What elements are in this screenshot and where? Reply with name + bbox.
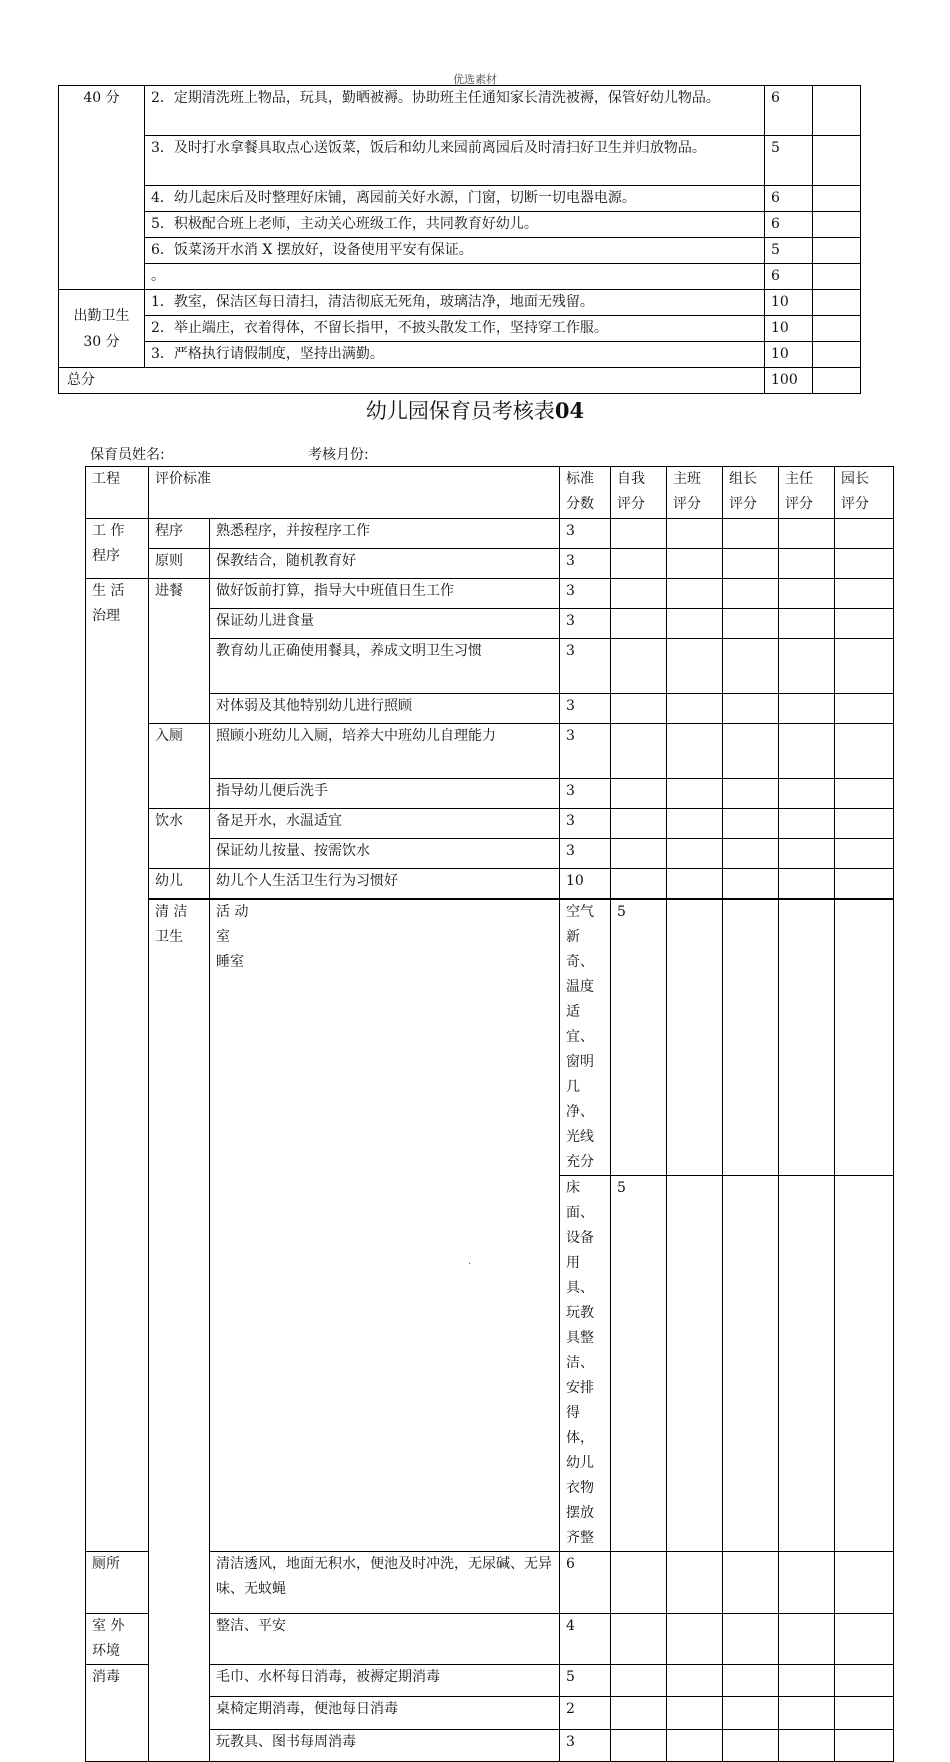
criteria-cell: 3．及时打水拿餐具取点心送饭菜，饭后和幼儿来园前离园后及时清扫好卫生并归放物品。 [145,136,765,186]
score-cell: 5 [611,1175,667,1551]
sub-category: 厕所 [86,1551,149,1613]
score-cell: 10 [765,316,813,342]
rating-cell[interactable] [611,869,667,899]
rating-cell[interactable] [611,809,667,839]
score-cell: 3 [560,609,611,639]
rating-cell[interactable] [611,549,667,579]
rating-cell[interactable] [835,1729,894,1761]
month-label: 考核月份: [308,447,369,463]
score-cell: 3 [560,694,611,724]
page-title [0,396,950,426]
sub-category: 消毒 [86,1664,149,1761]
rating-cell[interactable] [667,549,723,579]
rating-cell[interactable] [611,639,667,694]
category-cell: 40 分 [59,86,145,290]
rating-cell[interactable] [611,839,667,869]
rating-cell[interactable] [611,1696,667,1729]
rating-cell[interactable] [723,1551,779,1613]
table-row [86,809,894,839]
rating-cell[interactable] [723,549,779,579]
criteria-cell: 空气新奇、温度适宜、窗明几净、光线充分 [560,899,611,1176]
assessment-table [85,466,894,1762]
rating-cell[interactable] [835,519,894,549]
header-criteria: 评价标准 [149,467,560,519]
rating-cell[interactable] [611,724,667,779]
rating-cell[interactable] [667,779,723,809]
blank-cell [813,186,861,212]
rating-cell[interactable] [835,839,894,869]
rating-cell[interactable] [667,724,723,779]
sub-category: 进餐 [149,579,210,724]
rating-cell[interactable] [611,1664,667,1696]
score-cell: 5 [765,136,813,186]
score-cell: 4 [560,1613,611,1664]
rating-cell[interactable] [779,1664,835,1696]
rating-cell[interactable] [611,579,667,609]
criteria-cell: 2．定期清洗班上物品，玩具，勤晒被褥。协助班主任通知家长清洗被褥，保管好幼儿物品。 [145,86,765,136]
criteria-cell: 。 [145,264,765,290]
rating-cell[interactable] [723,1664,779,1696]
rating-cell[interactable] [723,1696,779,1729]
name-label: 保育员姓名: [90,447,165,463]
score-cell: 6 [765,264,813,290]
header-standard: 标准 分数 [560,467,611,519]
blank-cell [813,238,861,264]
header-project: 工程 [86,467,149,519]
score-cell: 3 [560,519,611,549]
criteria-cell: 保教结合，随机教育好 [210,549,560,579]
criteria-cell: 3．严格执行请假制度，坚持出满勤。 [145,342,765,368]
sub-category: 活 动 室 睡室 [210,899,560,1552]
rating-cell[interactable] [779,1696,835,1729]
rating-cell[interactable] [667,899,723,1176]
criteria-cell: 做好饭前打算，指导大中班值日生工作 [210,579,560,609]
rating-cell[interactable] [723,519,779,549]
score-cell: 5 [560,1664,611,1696]
previous-assessment-table [58,85,861,394]
rating-cell[interactable] [611,519,667,549]
score-cell: 3 [560,779,611,809]
table-row [59,342,861,368]
score-cell: 3 [560,579,611,609]
criteria-cell: 毛巾、水杯每日消毒，被褥定期消毒 [210,1664,560,1696]
blank-cell [813,342,861,368]
rating-cell[interactable] [835,899,894,1176]
criteria-cell: 照顾小班幼儿入厕，培养大中班幼儿自理能力 [210,724,560,779]
rating-cell[interactable] [723,579,779,609]
rating-cell[interactable] [835,809,894,839]
rating-cell[interactable] [611,694,667,724]
rating-cell[interactable] [779,809,835,839]
criteria-cell: 2．举止端庄，衣着得体，不留长指甲，不披头散发工作，坚持穿工作服。 [145,316,765,342]
rating-cell[interactable] [667,579,723,609]
rating-cell[interactable] [835,1664,894,1696]
blank-cell [813,368,861,394]
rating-cell[interactable] [835,869,894,899]
rating-cell[interactable] [835,1175,894,1551]
rating-cell[interactable] [779,579,835,609]
score-cell: 2 [560,1696,611,1729]
score-cell: 3 [560,839,611,869]
blank-cell [813,86,861,136]
rating-cell[interactable] [779,839,835,869]
rating-cell[interactable] [723,1729,779,1761]
total-score: 100 [765,368,813,394]
criteria-cell: 对体弱及其他特别幼儿进行照顾 [210,694,560,724]
score-cell: 10 [560,869,611,899]
rating-cell[interactable] [723,869,779,899]
rating-cell[interactable] [835,609,894,639]
rating-cell[interactable] [779,1551,835,1613]
rating-cell[interactable] [611,1551,667,1613]
criteria-cell: 备足开水，水温适宜 [210,809,560,839]
rating-cell[interactable] [667,1175,723,1551]
rating-cell[interactable] [835,779,894,809]
criteria-cell: 指导幼儿便后洗手 [210,779,560,809]
rating-cell[interactable] [723,899,779,1176]
score-cell: 3 [560,639,611,694]
total-label: 总分 [59,368,765,394]
sub-category: 幼儿 [149,869,210,899]
rating-cell[interactable] [723,1613,779,1664]
rating-cell[interactable] [779,1613,835,1664]
rating-cell[interactable] [835,1696,894,1729]
rating-cell[interactable] [667,694,723,724]
rating-cell[interactable] [779,549,835,579]
attendance-category-cell: 出勤卫生 30 分 [59,290,145,368]
rating-cell[interactable] [779,724,835,779]
rating-cell[interactable] [667,1664,723,1696]
rating-cell[interactable] [779,1729,835,1761]
score-cell: 3 [560,549,611,579]
rating-cell[interactable] [779,694,835,724]
sub-category: 原则 [149,549,210,579]
rating-cell[interactable] [667,1729,723,1761]
table-row [86,724,894,779]
rating-cell[interactable] [723,639,779,694]
rating-cell[interactable] [835,724,894,779]
table-row [86,579,894,609]
score-cell: 6 [765,212,813,238]
rating-cell[interactable] [667,609,723,639]
blank-cell [813,212,861,238]
rating-cell[interactable] [611,1613,667,1664]
criteria-cell: 清洁透风，地面无积水，便池及时冲洗，无尿碱、无异味、无蚊蝇 [210,1551,560,1613]
table-row [59,136,861,186]
criteria-cell: 1．教室，保洁区每日清扫，清洁彻底无死角，玻璃洁净，地面无残留。 [145,290,765,316]
title-number: 04 [554,398,585,423]
rating-cell[interactable] [611,1729,667,1761]
rating-cell[interactable] [779,779,835,809]
table-row [59,238,861,264]
criteria-cell: 幼儿个人生活卫生行为习惯好 [210,869,560,899]
rating-cell[interactable] [723,809,779,839]
criteria-cell: 教育幼儿正确使用餐具，养成文明卫生习惯 [210,639,560,694]
table-row [59,264,861,290]
criteria-cell: 桌椅定期消毒，便池每日消毒 [210,1696,560,1729]
rating-cell[interactable] [779,639,835,694]
table-row [59,86,861,136]
score-cell: 10 [765,290,813,316]
rating-cell[interactable] [835,639,894,694]
score-cell: 5 [765,238,813,264]
form-meta [90,445,369,465]
rating-cell[interactable] [667,839,723,869]
rating-cell[interactable] [835,694,894,724]
title-text: 幼儿园保育员考核表 [365,399,555,423]
criteria-cell: 保证幼儿进食量 [210,609,560,639]
score-cell: 6 [765,86,813,136]
rating-cell[interactable] [723,724,779,779]
rating-cell[interactable] [723,609,779,639]
blank-cell [813,136,861,186]
criteria-cell: 玩教具、图书每周消毒 [210,1729,560,1761]
rating-cell[interactable] [835,579,894,609]
rating-cell[interactable] [779,519,835,549]
header-director: 主任 评分 [779,467,835,519]
score-cell: 5 [611,899,667,1176]
rating-cell[interactable] [667,1613,723,1664]
footer-dot: . [468,1256,472,1267]
header-principal: 园长 评分 [835,467,894,519]
rating-cell[interactable] [667,1696,723,1729]
criteria-cell: 4．幼儿起床后及时整理好床铺，离园前关好水源，门窗，切断一切电器电源。 [145,186,765,212]
group-work: 工 作 程序 [86,519,149,579]
criteria-cell: 保证幼儿按量、按需饮水 [210,839,560,869]
rating-cell[interactable] [667,869,723,899]
criteria-cell: 6．饭菜汤开水消 X 摆放好，设备使用平安有保证。 [145,238,765,264]
rating-cell[interactable] [723,839,779,869]
sub-category: 饮水 [149,809,210,869]
sub-category: 入厕 [149,724,210,809]
table-row [59,316,861,342]
criteria-cell: 5．积极配合班上老师，主动关心班级工作，共同教育好幼儿。 [145,212,765,238]
sub-category: 室 外 环境 [86,1613,149,1664]
rating-cell[interactable] [611,779,667,809]
rating-cell[interactable] [723,694,779,724]
rating-cell[interactable] [835,1551,894,1613]
header-teacher: 主班 评分 [667,467,723,519]
table-row [86,899,894,1176]
rating-cell[interactable] [779,609,835,639]
table-row [86,519,894,549]
header-leader: 组长 评分 [723,467,779,519]
table-row [59,186,861,212]
score-cell: 3 [560,809,611,839]
rating-cell[interactable] [835,549,894,579]
rating-cell[interactable] [779,869,835,899]
criteria-cell: 熟悉程序，并按程序工作 [210,519,560,549]
score-cell: 3 [560,1729,611,1761]
blank-cell [813,290,861,316]
table-row [59,290,861,316]
rating-cell[interactable] [667,809,723,839]
rating-cell[interactable] [723,1175,779,1551]
group-clean: 清 洁 卫生 [149,899,210,1762]
rating-cell[interactable] [667,1551,723,1613]
rating-cell[interactable] [611,609,667,639]
criteria-cell: 床面、设备用具、玩教具整洁、安排得体，幼儿衣物摆放齐整 [560,1175,611,1551]
header-self: 自我 评分 [611,467,667,519]
total-row [59,368,861,394]
watermark-text: 优选素材 [453,73,497,86]
rating-cell[interactable] [667,519,723,549]
score-cell: 6 [560,1551,611,1613]
rating-cell[interactable] [779,1175,835,1551]
table-row [59,212,861,238]
blank-cell [813,316,861,342]
group-life: 生 活 治理 [86,579,149,1552]
score-cell: 6 [765,186,813,212]
criteria-cell: 整洁、平安 [210,1613,560,1664]
blank-cell [813,264,861,290]
rating-cell[interactable] [779,899,835,1176]
score-cell: 3 [560,724,611,779]
rating-cell[interactable] [835,1613,894,1664]
rating-cell[interactable] [723,779,779,809]
header-row [86,467,894,519]
table-row [86,869,894,899]
table-row [86,549,894,579]
sub-category: 程序 [149,519,210,549]
score-cell: 10 [765,342,813,368]
rating-cell[interactable] [667,639,723,694]
